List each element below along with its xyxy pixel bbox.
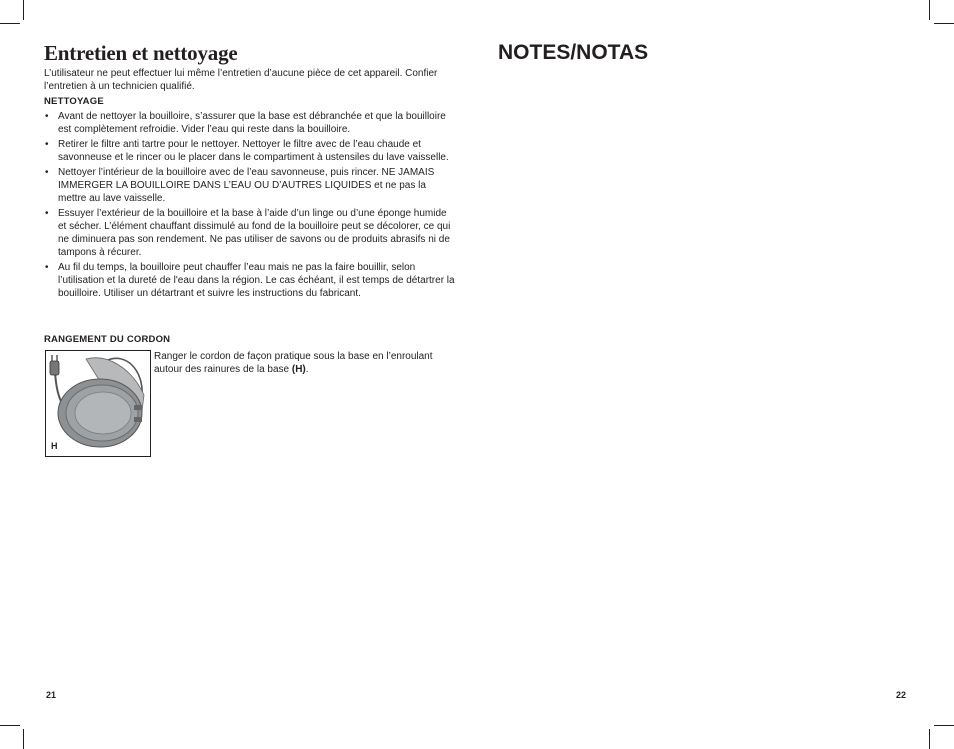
list-item bbox=[44, 261, 456, 300]
list-item-text: Retirer le filtre anti tartre pour le nettoyer. Nettoyer le filtre avec de l’eau chaude et savonneuse et le rincer ou le placer dans le compartiment à ustensiles du lave vaisselle. bbox=[58, 139, 449, 163]
cord-storage-sentence: Ranger le cordon de façon pratique sous la base en l’enroulant autour des rainures de la base bbox=[154, 351, 433, 375]
page-number: 22 bbox=[896, 690, 907, 700]
bullet: • bbox=[45, 167, 49, 178]
cord-storage-text bbox=[154, 350, 454, 376]
right-page bbox=[498, 0, 910, 749]
list-item-text: Au fil du temps, la bouilloire peut chauffer l’eau mais ne pas la faire bouillir, selon l’utilisation et la dureté de l'eau dans la région. Le cas échéant, il est temps de détartrer la bouilloire. Utiliser un détartrant et suivre les instructions du fabricant. bbox=[58, 262, 455, 299]
bullet: • bbox=[45, 139, 49, 150]
crop-mark bbox=[23, 0, 24, 20]
crop-mark bbox=[0, 725, 20, 726]
cord-storage-figure bbox=[45, 350, 151, 457]
intro-paragraph: L’utilisateur ne peut effectuer lui même l’entretien d’aucune pièce de cet appareil. Confier l’entretien à un technicien qualifié. bbox=[44, 68, 438, 92]
cleaning-heading: NETTOYAGE bbox=[44, 96, 104, 107]
cord-storage-heading: RANGEMENT DU CORDON bbox=[44, 334, 171, 345]
page-number: 21 bbox=[46, 690, 57, 700]
crop-mark bbox=[934, 725, 954, 726]
list-item-text: Nettoyer l’intérieur de la bouilloire avec de l’eau savonneuse, puis rincer. NE JAMAIS IMMERGER LA BOUILLOIRE DANS L’EAU OU D’AUTRES LIQUIDES et ne pas la mettre au lave vaisselle. bbox=[58, 167, 435, 204]
cleaning-list bbox=[44, 110, 456, 302]
kettle-base-illustration bbox=[46, 351, 150, 456]
crop-mark bbox=[929, 729, 930, 749]
crop-mark bbox=[934, 23, 954, 24]
figure-label: H bbox=[51, 441, 58, 451]
bullet: • bbox=[45, 111, 49, 122]
bullet: • bbox=[45, 208, 49, 219]
list-item bbox=[44, 166, 456, 205]
list-item bbox=[44, 110, 456, 136]
bullet: • bbox=[45, 262, 49, 273]
list-item bbox=[44, 138, 456, 164]
crop-mark bbox=[929, 0, 930, 20]
list-item-text: Avant de nettoyer la bouilloire, s’assurer que la base est débranchée et que la bouilloire est complètement refroidie. Vider l’eau qui reste dans la bouilloire. bbox=[58, 111, 446, 135]
notes-title: NOTES/NOTAS bbox=[498, 41, 649, 64]
list-item-text: Essuyer l’extérieur de la bouilloire et la base à l’aide d’un linge ou d’une éponge humide et sécher. L’élément chauffant dissimulé au fond de la bouilloire peut se décolorer, ce qui ne diminuera pas son rendement. Ne pas utiliser de savons ou de produits abrasifs ni de tampons à récurer. bbox=[58, 208, 451, 258]
list-item bbox=[44, 207, 456, 259]
crop-mark bbox=[23, 729, 24, 749]
figure-reference: (H) bbox=[291, 364, 306, 375]
left-page bbox=[44, 0, 456, 749]
sentence-end: . bbox=[305, 364, 309, 375]
page-title: Entretien et nettoyage bbox=[44, 41, 238, 65]
crop-mark bbox=[0, 23, 20, 24]
